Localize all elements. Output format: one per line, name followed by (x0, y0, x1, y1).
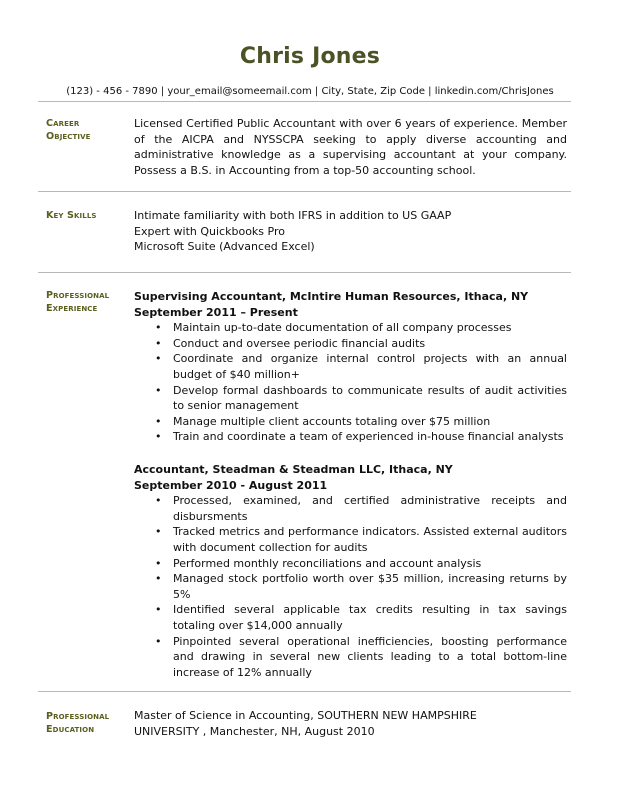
bullet-item (134, 602, 567, 633)
objective-label-line2: Objective (46, 131, 91, 142)
bullet-text: Pinpointed several operational inefficiencies, boosting performance and drawing in several new clients leading to a total bottom-line increase of 12% annually (173, 634, 567, 679)
job-entry (134, 462, 567, 680)
job-bullets (134, 320, 567, 445)
bullet-item (134, 556, 567, 572)
objective-label (46, 117, 132, 143)
bullet-text: Performed monthly reconciliations and account analysis (173, 556, 482, 570)
bullet-item (134, 383, 567, 414)
skills-divider (38, 272, 571, 273)
skills-list (134, 208, 567, 255)
experience-label-line1: Professional (46, 290, 110, 301)
education-school: UNIVERSITY , Manchester, NH, August 2010 (134, 724, 375, 738)
bullet-marker: • (155, 556, 162, 570)
bullet-item (134, 493, 567, 524)
job-entry (134, 289, 567, 445)
bullet-marker: • (155, 634, 162, 648)
objective-divider (38, 191, 571, 192)
bullet-text: Manage multiple client accounts totaling over $75 million (173, 414, 491, 428)
header-divider (38, 101, 571, 102)
job-dates: September 2010 - August 2011 (134, 478, 328, 492)
bullet-marker: • (155, 383, 162, 397)
bullet-text: Coordinate and organize internal control projects with an annual budget of $40 million+ (173, 352, 567, 381)
bullet-text: Tracked metrics and performance indicators. Assisted external auditors with document collection for audits (173, 525, 567, 554)
education-label (46, 710, 132, 736)
education-label-line1: Professional (46, 711, 110, 722)
bullet-text: Conduct and oversee periodic financial audits (173, 336, 426, 350)
bullet-marker: • (155, 321, 162, 335)
job-title: Accountant, Steadman & Steadman LLC, Ithaca, NY (134, 463, 453, 476)
bullet-marker: • (155, 525, 162, 539)
bullet-marker: • (155, 336, 162, 350)
skill-item: Microsoft Suite (Advanced Excel) (134, 240, 315, 254)
bullet-item (134, 571, 567, 602)
experience-divider (38, 691, 571, 692)
candidate-name: Chris Jones (239, 44, 381, 69)
bullet-marker: • (155, 494, 162, 508)
bullet-text: Maintain up-to-date documentation of all company processes (173, 321, 512, 335)
bullet-text: Processed, examined, and certified administrative receipts and disbursments (173, 494, 567, 523)
skills-label: Key Skills (46, 210, 97, 221)
objective-label-line1: Career (46, 118, 80, 129)
bullet-text: Develop formal dashboards to communicate results of audit activities to senior management (173, 383, 567, 413)
bullet-item (134, 351, 567, 382)
education-details (134, 708, 567, 739)
bullet-item (134, 634, 567, 681)
job-dates: September 2011 – Present (134, 305, 298, 319)
bullet-item (134, 336, 567, 352)
bullet-item (134, 524, 567, 555)
bullet-marker: • (155, 572, 162, 586)
job-title: Supervising Accountant, McIntire Human Resources, Ithaca, NY (134, 290, 529, 303)
objective-text: Licensed Certified Public Accountant with over 6 years of experience. Member of the AICPA and NYSSCPA seeking to apply diverse accounting and administrative knowledge as a supervising accountant at your company. Possess a B.S. in Accounting from a top-50 accounting school. (134, 117, 567, 177)
bullet-text: Identified several applicable tax credits resulting in tax savings totaling over $14,000 annually (173, 603, 567, 632)
contact-line: (123) - 456 - 7890 | your_email@someemail.com | City, State, Zip Code | linkedin.com/ChrisJones (66, 86, 554, 97)
bullet-text: Managed stock portfolio worth over $35 million, increasing returns by 5% (173, 572, 567, 601)
bullet-item (134, 414, 567, 430)
education-degree: Master of Science in Accounting, SOUTHERN NEW HAMPSHIRE (134, 709, 477, 722)
skill-item: Intimate familiarity with both IFRS in addition to US GAAP (134, 209, 452, 222)
experience-label-line2: Experience (46, 303, 98, 314)
job-bullets (134, 493, 567, 680)
skill-item: Expert with Quickbooks Pro (134, 224, 285, 238)
bullet-item (134, 429, 567, 445)
bullet-marker: • (155, 414, 162, 428)
bullet-text: Train and coordinate a team of experienced in-house financial analysts (173, 430, 564, 444)
bullet-marker: • (155, 603, 162, 617)
bullet-marker: • (155, 430, 162, 444)
education-label-line2: Education (46, 724, 95, 735)
experience-label (46, 289, 132, 315)
bullet-item (134, 320, 567, 336)
bullet-marker: • (155, 352, 162, 366)
